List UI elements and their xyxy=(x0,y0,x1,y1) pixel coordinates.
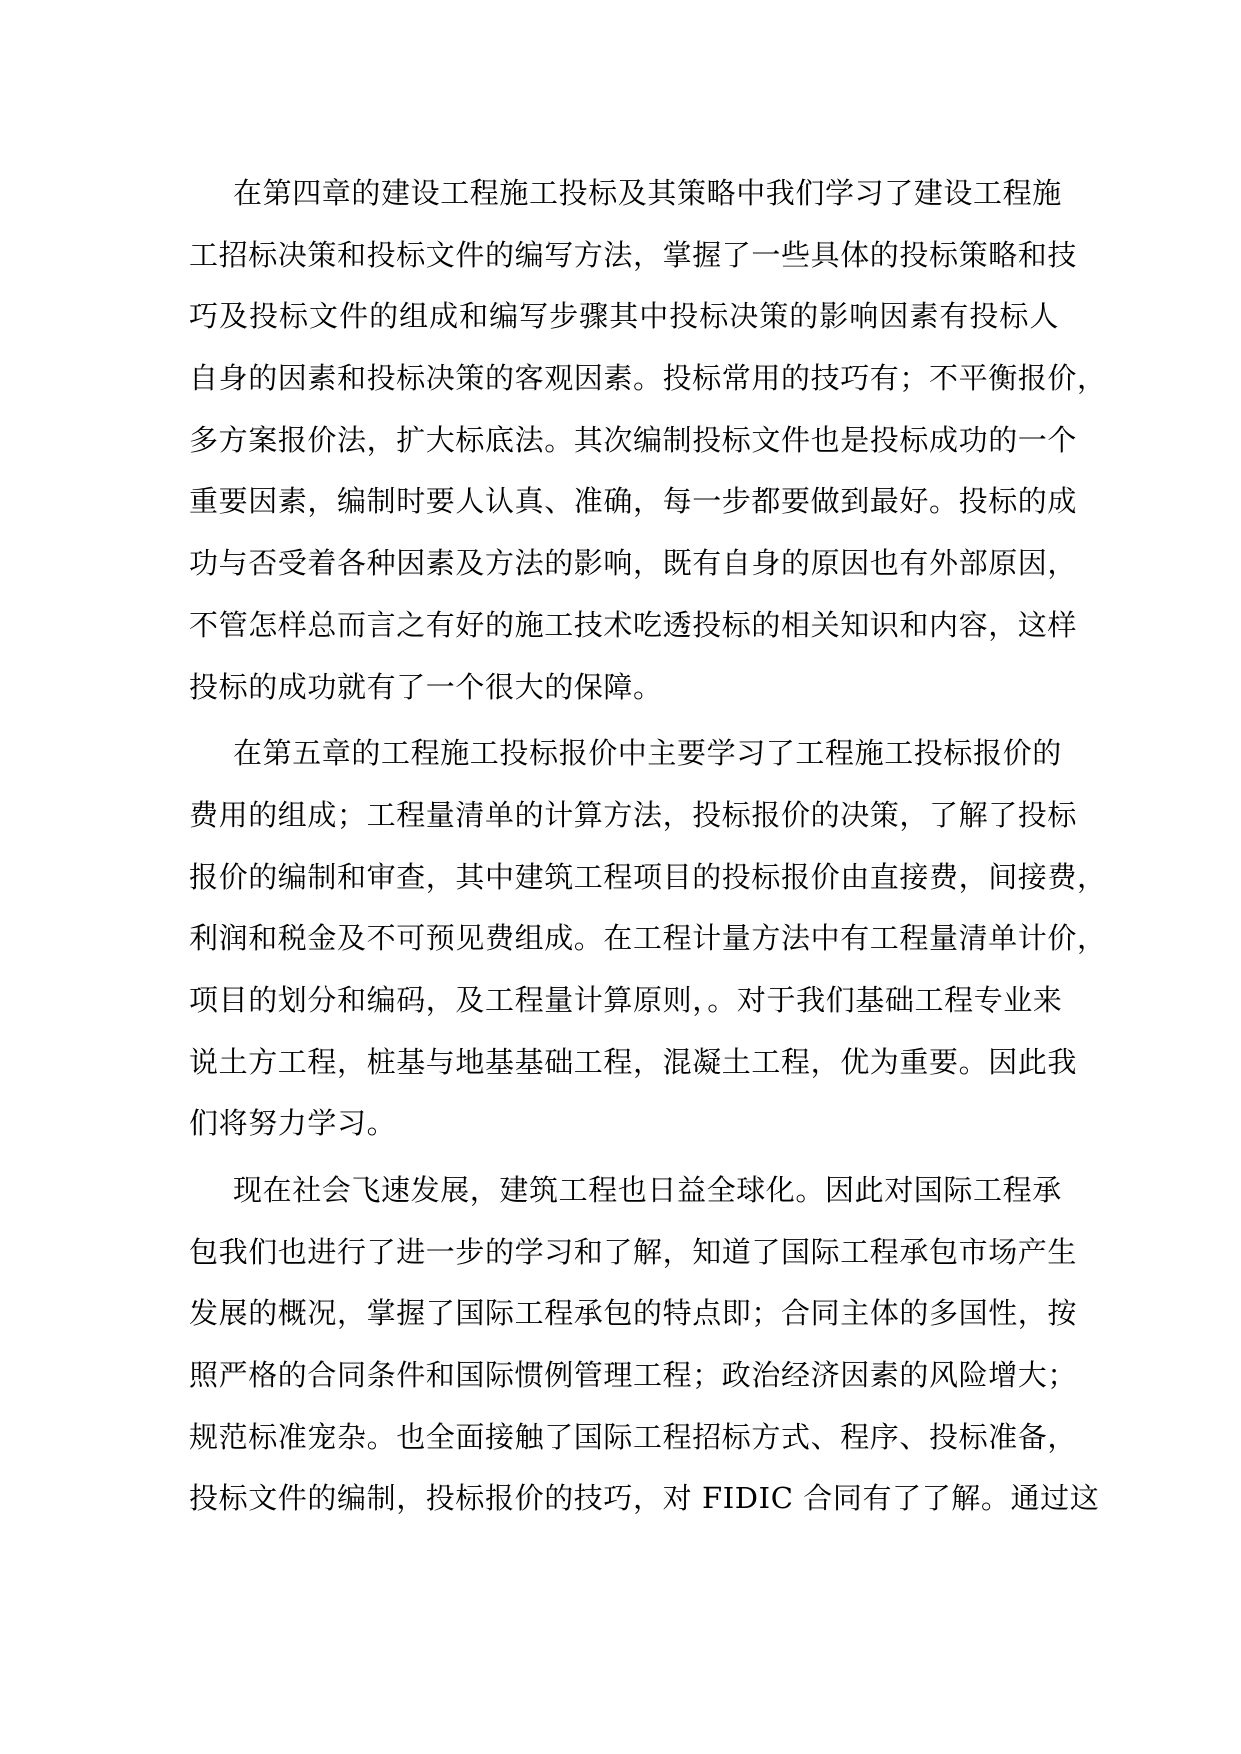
text-line: 规范标准宠杂。也全面接触了国际工程招标方式、程序、投标准备， xyxy=(189,1419,1078,1454)
paragraph-international-contracting xyxy=(189,1160,1100,1530)
text-line: 自身的因素和投标决策的客观因素。投标常用的技巧有；不平衡报价， xyxy=(189,361,1107,396)
body-text xyxy=(189,163,1107,1530)
paragraph-bid-pricing xyxy=(189,723,1107,1155)
text-line: 在第四章的建设工程施工投标及其策略中我们学习了建设工程施 xyxy=(233,176,1062,210)
text-line: 报价的编制和审查，其中建筑工程项目的投标报价由直接费，间接费， xyxy=(189,859,1107,894)
text-line: 在第五章的工程施工投标报价中主要学习了工程施工投标报价的 xyxy=(233,736,1062,771)
text-line: 照严格的合同条件和国际惯例管理工程；政治经济因素的风险增大； xyxy=(189,1358,1078,1393)
text-line: 巧及投标文件的组成和编写步骤其中投标决策的影响因素有投标人 xyxy=(189,299,1059,334)
text-line: 项目的划分和编码，及工程量计算原则，。对于我们基础工程专业来 xyxy=(189,982,1063,1017)
text-line: 多方案报价法，扩大标底法。其次编制投标文件也是投标成功的一个 xyxy=(189,422,1078,457)
text-line: 重要因素，编制时要人认真、准确，每一步都要做到最好。投标的成 xyxy=(189,484,1078,519)
paragraph-bidding-strategy xyxy=(189,163,1107,718)
text-line: 们将努力学习。 xyxy=(189,1106,397,1141)
text-line: 包我们也进行了进一步的学习和了解，知道了国际工程承包市场产生 xyxy=(189,1234,1078,1269)
text-line: 工招标决策和投标文件的编写方法，掌握了一些具体的投标策略和技 xyxy=(189,237,1078,272)
text-line: 现在社会飞速发展，建筑工程也日益全球化。因此对国际工程承 xyxy=(233,1173,1062,1207)
text-line: 功与否受着各种因素及方法的影响，既有自身的原因也有外部原因， xyxy=(189,546,1078,581)
text-line: 不管怎样总而言之有好的施工技术吃透投标的相关知识和内容，这样 xyxy=(189,607,1078,642)
text-line: 投标的成功就有了一个很大的保障。 xyxy=(189,669,663,704)
text-line: 发展的概况，掌握了国际工程承包的特点即；合同主体的多国性，按 xyxy=(189,1296,1078,1331)
text-line: 费用的组成；工程量清单的计算方法，投标报价的决策，了解了投标 xyxy=(189,797,1078,832)
text-line: 说土方工程，桩基与地基基础工程，混凝土工程，优为重要。因此我 xyxy=(189,1044,1078,1079)
text-line: 投标文件的编制，投标报价的技巧，对 FIDIC 合同有了了解。通过这 xyxy=(189,1481,1100,1516)
text-line: 利润和税金及不可预见费组成。在工程计量方法中有工程量清单计价， xyxy=(189,921,1107,956)
